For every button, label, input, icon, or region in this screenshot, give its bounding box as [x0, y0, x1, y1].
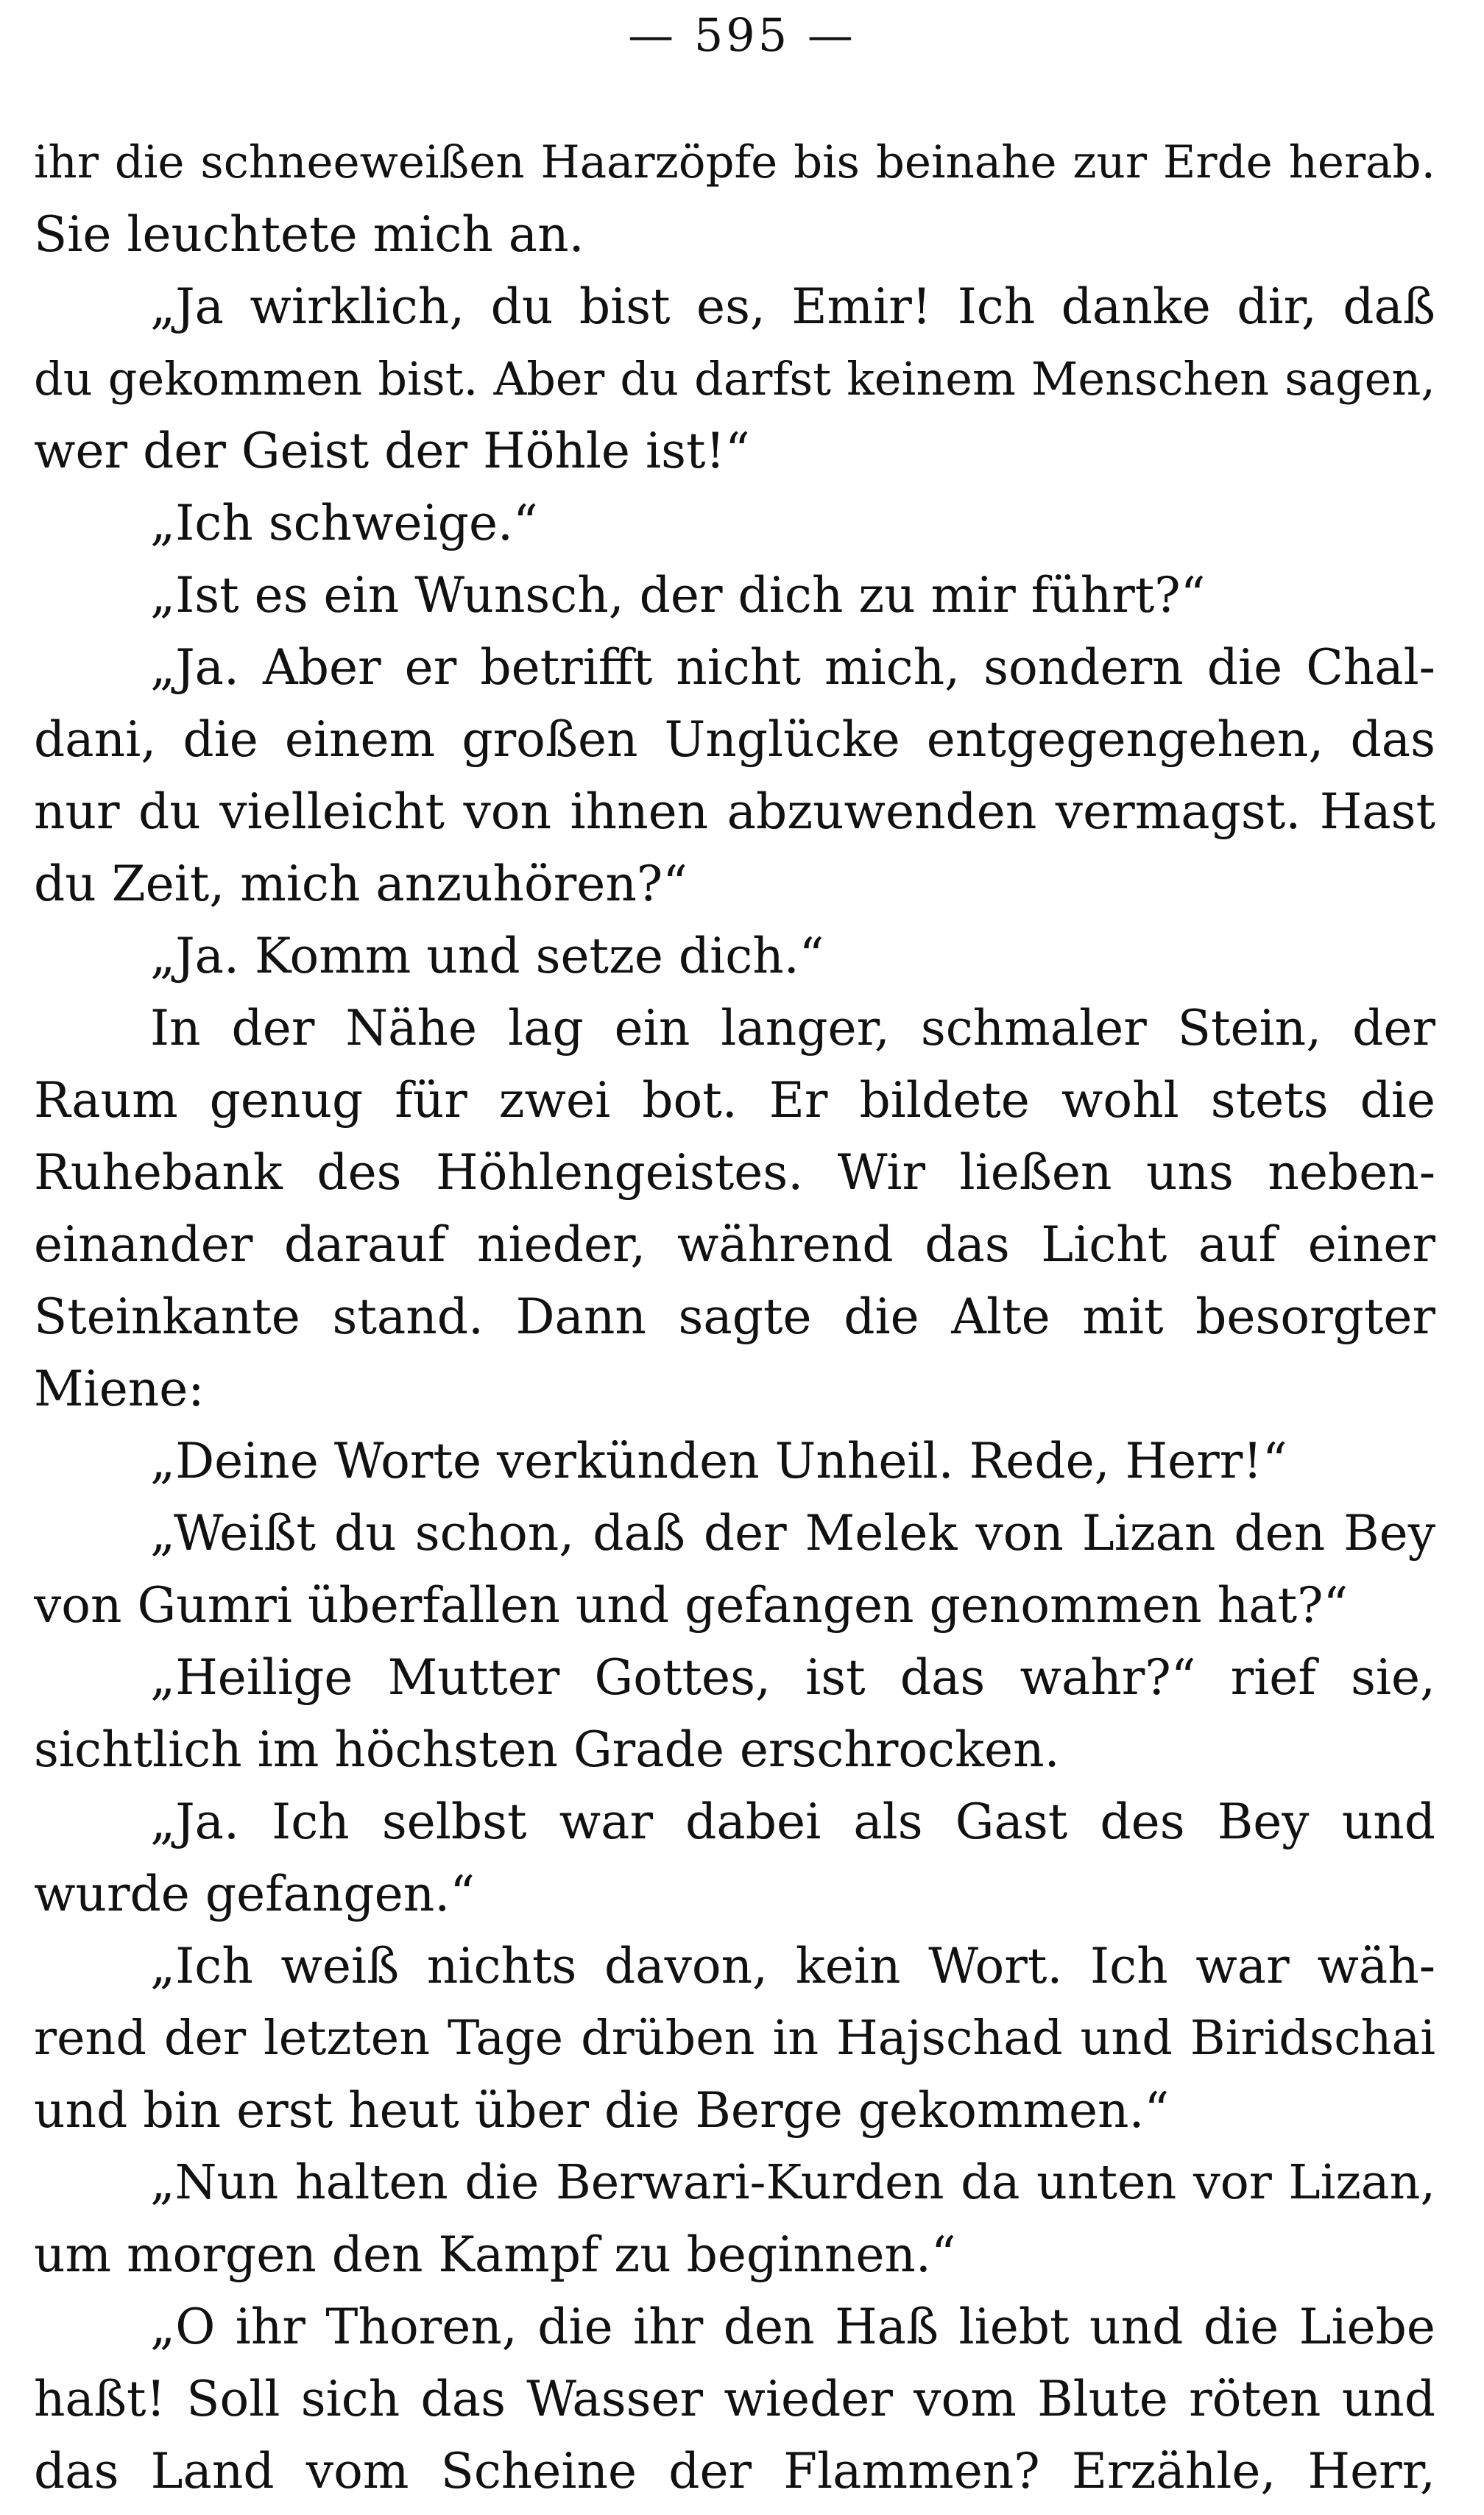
text-line: sichtlich im höchsten Grade erschrocken.	[34, 1721, 1060, 1778]
text-line: „Ja wirklich, du bist es, Emir! Ich danke dir, daß	[150, 278, 1435, 335]
text-line: und bin erst heut über die Berge gekommen.“	[34, 2082, 1170, 2139]
text-line: nur du vielleicht von ihnen abzuwenden vermagst. Hast	[34, 783, 1435, 840]
text-line: „Ja. Komm und setze dich.“	[150, 928, 824, 984]
text-line: Ruhebank des Höhlengeistes. Wir ließen uns neben-	[34, 1144, 1435, 1201]
text-line: „Weißt du schon, daß der Melek von Lizan den Bey	[150, 1505, 1435, 1562]
text-line: wurde gefangen.“	[34, 1866, 475, 1922]
text-line: das Land vom Scheine der Flammen? Erzähle, Herr,	[34, 2443, 1435, 2500]
text-line: Sie leuchtete mich an.	[34, 206, 584, 263]
text-line: „Deine Worte verkünden Unheil. Rede, Herr!“	[150, 1433, 1287, 1489]
text-line: du gekommen bist. Aber du darfst keinem Menschen sagen,	[34, 352, 1435, 406]
body-text	[34, 127, 1435, 2508]
text-line: „Heilige Mutter Gottes, ist das wahr?“ rief sie,	[150, 1649, 1435, 1706]
text-line: „Ich weiß nichts davon, kein Wort. Ich war wäh-	[150, 1938, 1435, 1994]
text-line: In der Nähe lag ein langer, schmaler Stein, der	[150, 1000, 1435, 1057]
text-line: „Ja. Ich selbst war dabei als Gast des Bey und	[150, 1793, 1435, 1850]
text-line: du Zeit, mich anzuhören?“	[34, 856, 688, 912]
text-line: Steinkante stand. Dann sagte die Alte mit besorgter	[34, 1288, 1435, 1345]
text-line: dani, die einem großen Unglücke entgegengehen, das	[34, 711, 1435, 768]
text-line: „Ja. Aber er betrifft nicht mich, sondern die Chal-	[150, 639, 1435, 696]
page-number: — 595 —	[628, 8, 856, 62]
text-line: Miene:	[34, 1361, 205, 1417]
text-line: um morgen den Kampf zu beginnen.“	[34, 2226, 956, 2283]
text-line: von Gumri überfallen und gefangen genommen hat?“	[34, 1577, 1349, 1634]
text-line: rend der letzten Tage drüben in Hajschad und Biridschai	[34, 2011, 1435, 2066]
text-line: Raum genug für zwei bot. Er bildete wohl stets die	[34, 1072, 1435, 1129]
text-line: „Ist es ein Wunsch, der dich zu mir führt?“	[150, 567, 1206, 624]
text-line: „Ich schweige.“	[150, 495, 538, 551]
text-line: „Nun halten die Berwari-Kurden da unten vor Lizan,	[150, 2155, 1435, 2210]
text-line: haßt! Soll sich das Wasser wieder vom Blute röten und	[34, 2371, 1435, 2427]
text-line: einander darauf nieder, während das Licht auf einer	[34, 1216, 1435, 1273]
text-line: wer der Geist der Höhle ist!“	[34, 423, 750, 479]
text-line: „O ihr Thoren, die ihr den Haß liebt und die Liebe	[150, 2299, 1435, 2355]
text-line: ihr die schneeweißen Haarzöpfe bis beinahe zur Erde herab.	[34, 136, 1435, 188]
